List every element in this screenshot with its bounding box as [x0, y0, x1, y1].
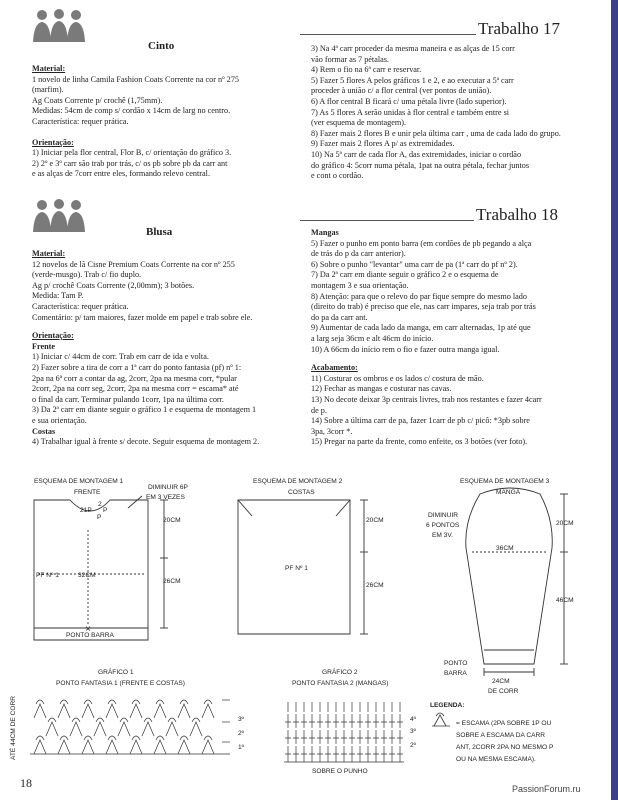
esquema-3-subtitle: MANGA — [496, 489, 521, 496]
p-label-2: P — [97, 514, 102, 521]
escama-symbol-icon — [430, 712, 454, 728]
text-line: 6) Sobre o punho "levantar" uma carr de pa (1ª carr do pf nº 2). — [311, 259, 518, 269]
text-line: 3) Na 4ª carr proceder da mesma maneira e as alças de 15 corr — [311, 44, 515, 53]
row-2-label: 2º — [238, 730, 245, 737]
orientacao-label: Orientação: — [32, 137, 74, 147]
row-2-label: 2º — [410, 742, 417, 749]
row-3-label: 3º — [410, 728, 417, 735]
item-title-blusa: Blusa — [146, 226, 173, 238]
models-photo-thumbnail — [30, 6, 88, 42]
cm26-label: 26CM — [163, 578, 181, 585]
cm32-label: 32CM — [78, 572, 96, 579]
text-line: 4) Rem o fio na 6ª carr e reservar. — [311, 65, 422, 75]
cm20-label: 20CM — [556, 520, 574, 527]
text-line: 7) As 5 flores A serão unidas à flor central e também entre si — [311, 107, 510, 117]
text-line: Comentário: p/ tam maiores, fazer molde em papel e trab sobre ele. — [32, 312, 253, 322]
text-line: 2) Fazer sobre a tira de corr a 1ª carr do ponto fantasia (pf) nº 1: — [32, 362, 242, 372]
text-line: Ag p/ crochê Coats Corrente (2,00mm); 3 botões. — [32, 280, 195, 290]
ponto-barra-label: PONTO BARRA — [66, 632, 114, 639]
watermark: PassionForum.ru — [512, 784, 581, 794]
barra-label: BARRA — [444, 670, 467, 677]
text-line: (ver esquema de montagem). — [311, 118, 407, 128]
pf1-label: PF Nº 1 — [36, 572, 59, 579]
cm26-label: 26CM — [366, 582, 384, 589]
text-line: 9) Aumentar de cada lado da manga, em carr alternadas, 1p até que — [311, 323, 531, 333]
text-line: 1 novelo de linha Camila Fashion Coats Corrente na cor nº 275 — [32, 74, 239, 84]
p-label: P — [103, 507, 108, 514]
chart-row — [30, 700, 230, 754]
grafico-1-subtitle: PONTO FANTASIA 1 (FRENTE E COSTAS) — [56, 680, 185, 687]
acabamento-label: Acabamento: — [311, 363, 358, 373]
text-line: vão formar as 7 pétalas. — [311, 54, 389, 64]
page-spine-edge — [611, 0, 618, 800]
esquema-1-title: ESQUEMA DE MONTAGEM 1 — [34, 478, 124, 485]
row-4-label: 4º — [410, 716, 417, 723]
text-line: Característica: requer prática. — [32, 301, 129, 311]
text-line: Ag Coats Corrente p/ crochê (1,75mm). — [32, 95, 163, 105]
diminuir-label: DIMINUIR — [428, 512, 459, 519]
text-line: montagem 3 e sua orientação. — [311, 280, 409, 290]
legend-title: LEGENDA: — [430, 702, 465, 709]
cross-mark: × — [85, 624, 91, 635]
text-line: Medida: Tam P. — [32, 291, 84, 301]
sobre-o-punho-label: SOBRE O PUNHO — [312, 768, 368, 775]
text-line: 14) Sobre a última carr de pa, fazer 1carr de pb c/ picô: *3pb sobre — [311, 416, 530, 426]
text-line: 2pa na 6ª corr a contar da ag, 2corr, 2pa na mesma corr, *pular — [32, 373, 237, 383]
text-line: 15) Pregar na parte da frente, como enfeite, os 3 botões (ver foto). — [311, 437, 528, 447]
page-number: 18 — [20, 776, 32, 790]
esquema-3-title: ESQUEMA DE MONTAGEM 3 — [460, 478, 550, 485]
header-rule-t17 — [300, 34, 476, 35]
text-line: a larg seja 36cm e alt 46cm do início. — [311, 333, 434, 343]
text-line: 12 novelos de lã Cisne Premium Coats Corrente na cor nº 255 — [32, 259, 235, 269]
text-line: (marfim). — [32, 85, 64, 95]
p21-label: 21P — [80, 507, 92, 514]
text-line: 13) No decote deixar 3p centrais livres, trab nos restantes e fazer 4carr — [311, 394, 542, 404]
legend-text — [456, 718, 553, 766]
grafico-1-crochet-chart — [26, 696, 238, 760]
material-label: Material: — [32, 64, 66, 73]
decorr-label: DE CORR — [488, 688, 519, 695]
pontos-label: 6 PONTOS — [426, 522, 460, 529]
t18-left-column — [32, 249, 298, 448]
cm20-label: 20CM — [366, 517, 384, 524]
row-1-label: 1º — [238, 744, 245, 751]
grafico-2-title: GRÁFICO 2 — [322, 669, 358, 676]
material-label: Material: — [32, 249, 66, 258]
legend-line: SOBRE A ESCAMA DA CARR — [456, 732, 546, 739]
text-line: 1) Iniciar pela flor central, Flor B, c/ orientação do gráfico 3. — [32, 148, 232, 158]
models-photo-thumbnail — [30, 196, 88, 232]
legend-line: = ESCAMA (2PA SOBRE 1P OU — [456, 720, 552, 727]
text-line: e sua orientação. — [32, 415, 87, 425]
text-line: 1) Iniciar c/ 44cm de corr. Trab em carr de ida e volta. — [32, 352, 209, 362]
legend-line: ANT, 2CORR 2PA NO MESMO P — [456, 744, 554, 751]
text-line: (verde-musgo). Trab c/ fio duplo. — [32, 270, 142, 280]
esquema-2-title: ESQUEMA DE MONTAGEM 2 — [253, 478, 343, 485]
text-line: 8) Atenção: para que o relevo do par fique sempre do mesmo lado — [311, 291, 527, 301]
text-line: 2corr, 2pa na corr seg, 2corr, 2pa na mesma corr = escama* até — [32, 384, 239, 394]
cm46-label: 46CM — [556, 597, 574, 604]
text-line: do pa da carr ant. — [311, 312, 368, 322]
text-line: do gráfico 4: 5corr numa pétala, 1pat na outra pétala, fechar juntos — [311, 160, 530, 170]
text-line: proceder à união c/ a flor central (ver pontos de união). — [311, 86, 492, 96]
text-line: 11) Costurar os ombros e os lados c/ costura de mão. — [311, 373, 484, 383]
text-line: 12) Fechar as mangas e costurar nas cavas. — [311, 384, 452, 394]
text-line: o final da carr. Terminar pulando 1corr, 1pa na última corr. — [32, 394, 224, 404]
pf1-label: PF Nº 1 — [285, 565, 308, 572]
section-header-t18: Trabalho 18 — [476, 205, 559, 224]
costas-label: Costas — [32, 426, 56, 436]
esquema-montagem-2-diagram — [230, 478, 400, 650]
text-line: e as alças de 7corr entre eles, formando relevo central. — [32, 169, 210, 179]
p2-label: 2 — [98, 501, 102, 508]
text-line: Medidas: 54cm de comp s/ cordão x 14cm de larg no centro. — [32, 106, 231, 116]
text-line: Característica: requer prática. — [32, 116, 129, 126]
text-line: 2) 2º e 3º carr são trab por trás, c/ os pb sobre pb da carr ant — [32, 158, 228, 168]
vezes-label: EM 3 VEZES — [146, 494, 185, 501]
cm20-label: 20CM — [163, 517, 181, 524]
grafico-1-title: GRÁFICO 1 — [98, 669, 134, 676]
text-line: 10) Na 5ª carr de cada flor A, das extremidades, iniciar o cordão — [311, 149, 522, 159]
t18-right-column — [311, 228, 601, 448]
orientacao-label: Orientação: — [32, 331, 74, 341]
grafico-2-subtitle: PONTO FANTASIA 2 (MANGAS) — [292, 680, 389, 687]
text-line: 4) Trabalhar igual à frente s/ decote. Seguir esquema de montagem 2. — [32, 437, 260, 447]
t17-right-column — [311, 44, 601, 182]
t17-left-column — [32, 64, 294, 180]
section-header-t17: Trabalho 17 — [478, 19, 561, 38]
text-line: 6) A flor central B ficará c/ uma pétala livre (lado superior). — [311, 96, 507, 106]
cm36-label: 36CM — [496, 545, 514, 552]
text-line: de p. — [311, 405, 327, 415]
esquema-2-subtitle: COSTAS — [288, 489, 315, 496]
text-line: de trás do p da carr anterior). — [311, 249, 406, 259]
esquema-montagem-1-diagram — [24, 478, 224, 650]
text-line: (direito do trab) é preciso que ele, nas carr impares, seja trab por trás — [311, 302, 536, 312]
text-line: 3pa, 3corr *. — [311, 426, 353, 436]
text-line: 9) Fazer mais 2 flores A p/ as extremidades. — [311, 139, 455, 149]
text-line: 7) Da 2ª carr em diante seguir o gráfico 2 e o esquema de — [311, 270, 499, 280]
em3v-label: EM 3V. — [432, 532, 454, 539]
legend-line: OU NA MESMA ESCAMA). — [456, 756, 536, 763]
diminuir-label: DIMINUIR 6P — [148, 484, 188, 491]
text-line: 8) Fazer mais 2 flores B e unir pela última carr , uma de cada lado do grupo. — [311, 128, 561, 138]
text-line: 3) Da 2ª carr em diante seguir o gráfico 1 e esquema de montagem 1 — [32, 405, 257, 415]
item-title-cinto: Cinto — [148, 40, 175, 52]
mangas-label: Mangas — [311, 228, 339, 237]
esquema-1-subtitle: FRENTE — [74, 489, 101, 496]
text-line: 10) A 66cm do início rem o fio e fazer outra manga igual. — [311, 344, 500, 354]
header-rule-t18 — [300, 220, 474, 221]
grafico-1-vertical-label: ATÉ 44CM DE CORR — [10, 696, 17, 760]
text-line: 5) Fazer 5 flores A pelos gráficos 1 e 2, e ao executar a 5ª carr — [311, 75, 514, 85]
ponto-label: PONTO — [444, 660, 468, 667]
row-3-label: 3º — [238, 716, 245, 723]
text-line: e cont o cordão. — [311, 171, 364, 181]
text-line: 5) Fazer o punho em ponto barra (em cordões de pb pegando a alça — [311, 238, 532, 248]
frente-label: Frente — [32, 341, 56, 351]
cm24-label: 24CM — [492, 678, 510, 685]
grafico-2-crochet-chart — [282, 700, 408, 766]
